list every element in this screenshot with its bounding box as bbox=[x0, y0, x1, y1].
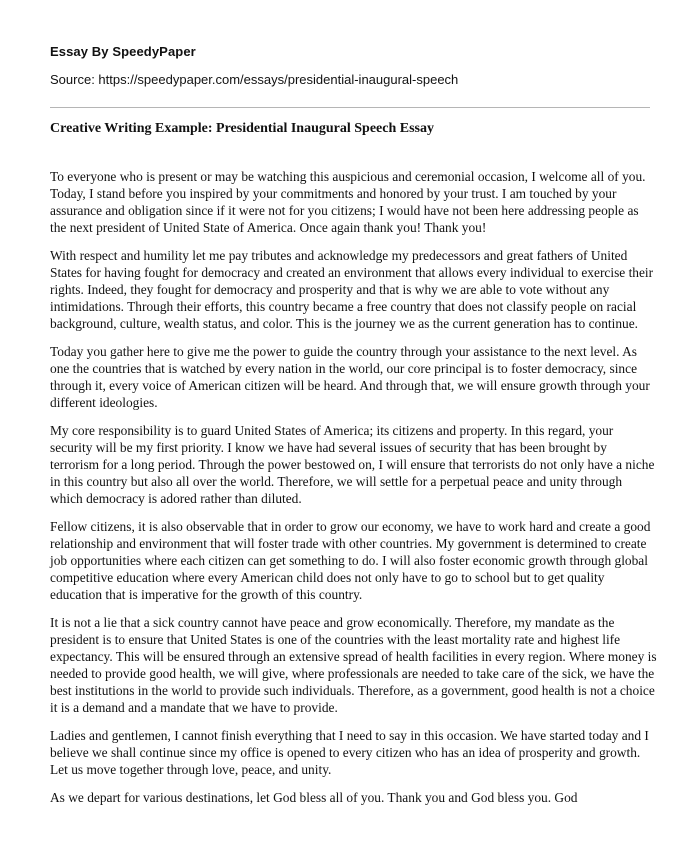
paragraph: Fellow citizens, it is also observable that in order to grow our economy, we have to work hard and create a good relationship and environment that will foster trade with other countries. My government is determined to create job opportunities where each citizen can get something to do. I will also foster economic growth through global competitive education where every American child does not only have to go to school but to get quality education that is imperative for the growth of this country. bbox=[50, 519, 651, 602]
paragraph: As we depart for various destinations, let God bless all of you. Thank you and God bless you. God bbox=[50, 790, 578, 805]
paragraph: Ladies and gentlemen, I cannot finish everything that I need to say in this occasion. We have started today and I believe we shall continue since my office is opened to every citizen who has an idea of prosperity and growth. Let us move together through love, peace, and unity. bbox=[50, 728, 649, 777]
essay-title: Creative Writing Example: Presidential Inaugural Speech Essay bbox=[50, 121, 434, 136]
divider bbox=[50, 107, 650, 108]
paragraph: My core responsibility is to guard United States of America; its citizens and property. In this regard, your security will be my first priority. I know we have had several issues of security that has been brought by terrorism for a long period. Through the power bestowed on, I will ensure that terrorists do not only have a niche in this country but also all over the world. Therefore, we will settle for a perpetual peace and unity through which democracy is adored rather than diluted. bbox=[50, 423, 655, 506]
paragraph: With respect and humility let me pay tributes and acknowledge my predecessors and great fathers of United States for having fought for democracy and created an environment that allows every individual to exercise their rights. Indeed, they fought for democracy and prosperity and that is why we are able to vote without any intimidations. Through their efforts, this country became a free country that does not classify people on racial background, culture, wealth status, and color. This is the journey we as the current generation has to continue. bbox=[50, 248, 654, 331]
paragraph: Today you gather here to give me the power to guide the country through your assistance to the next level. As one the countries that is watched by every nation in the world, our core principal is to foster democracy, since through it, every voice of American citizen will be heard. And through that, we will ensure growth through your different ideologies. bbox=[50, 344, 650, 410]
paragraph: It is not a lie that a sick country cannot have peace and grow economically. Therefore, my mandate as the president is to ensure that United States is one of the countries with the least mortality rate and highest life expectancy. This will be ensured through an extensive spread of health facilities in every region. Where money is needed to provide good health, we will give, where professionals are needed to take care of the sick, we have the best institutions in the world to provide such individuals. Therefore, as a government, good health is not a choice it is a demand and a mandate that we have to provide. bbox=[50, 615, 657, 715]
essay-body bbox=[50, 168, 658, 817]
source-line: Source: https://speedypaper.com/essays/presidential-inaugural-speech bbox=[50, 72, 459, 87]
paragraph: To everyone who is present or may be watching this auspicious and ceremonial occasion, I welcome all of you. Today, I stand before you inspired by your commitments and honored by your trust. I am touched by your assurance and obligation since if it were not for you citizens; I would have not been here addressing people as the next president of United State of America. Once again thank you! Thank you! bbox=[50, 169, 646, 235]
essay-brand-heading: Essay By SpeedyPaper bbox=[50, 44, 196, 59]
